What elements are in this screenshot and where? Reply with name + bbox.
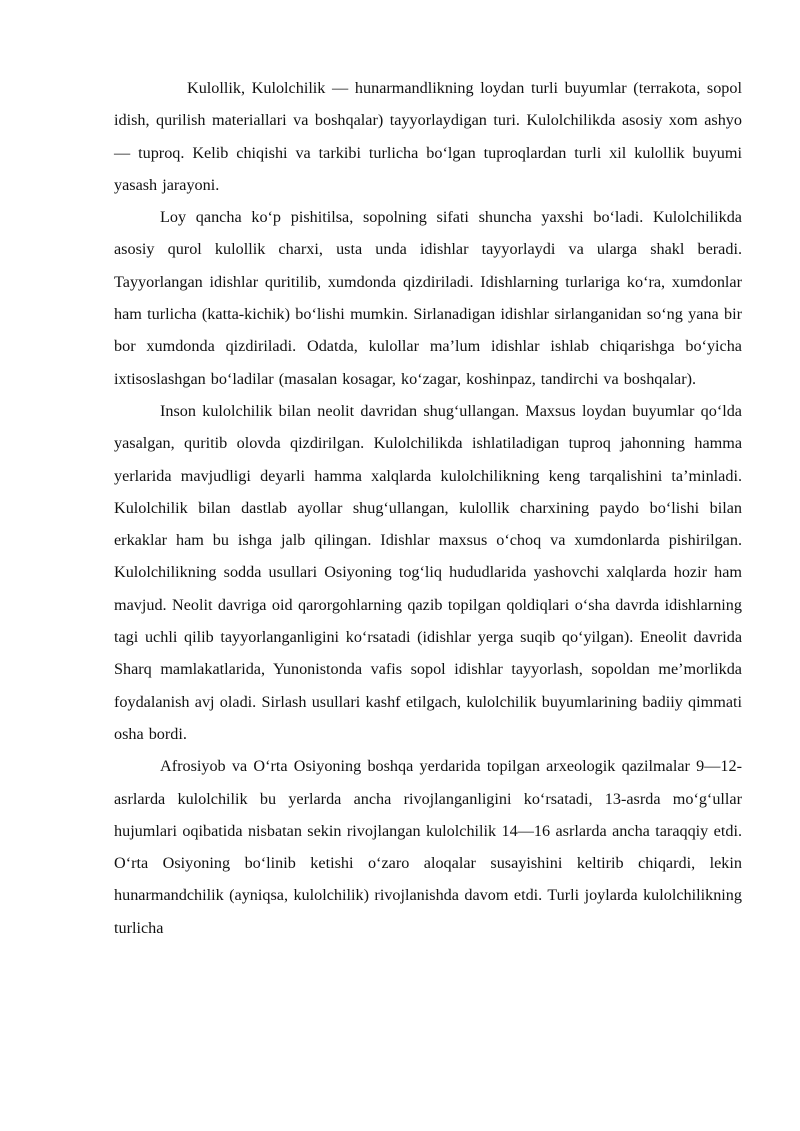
document-body: [114, 72, 742, 944]
paragraph-process: Loy qancha ko‘p pishitilsa, sopolning sifati shuncha yaxshi bo‘ladi. Kulolchilikda asosiy qurol kulollik charxi, usta unda idishlar tayyorlaydi va ularga shakl beradi. Tayyorlangan idishlar quritilib, xumdonda qizdiriladi. Idishlarning turlariga ko‘ra, xumdonlar ham turlicha (katta-kichik) bo‘lishi mumkin. Sirlanadigan idishlar sirlanganidan so‘ng yana bir bor xumdonda qizdiriladi. Odatda, kulollar ma’lum idishlar ishlab chiqarishga bo‘yicha ixtisoslashgan bo‘ladilar (masalan kosagar, ko‘zagar, koshinpaz, tandirchi va boshqalar).: [114, 208, 742, 388]
paragraph-central-asia: Afrosiyob va O‘rta Osiyoning boshqa yerdarida topilgan arxeologik qazilmalar 9—12-asrlarda kulolchilik bu yerlarda ancha rivojlanganligini ko‘rsatadi, 13-asrda mo‘g‘ullar hujumlari oqibatida nisbatan sekin rivojlangan kulolchilik 14—16 asrlarda ancha taraqqiy etdi. O‘rta Osiyoning bo‘linib ketishi o‘zaro aloqalar susayishini keltirib chiqardi, lekin hunarmandchilik (ayniqsa, kulolchilik) rivojlanishda davom etdi. Turli joylarda kulolchilikning turlicha: [114, 757, 742, 937]
paragraph-history: Inson kulolchilik bilan neolit davridan shug‘ullangan. Maxsus loydan buyumlar qo‘lda yasalgan, quritib olovda qizdirilgan. Kulolchilikda ishlatiladigan tuproq jahonning hamma yerlarida mavjudligi deyarli hamma xalqlarda kulolchilikning keng tarqalishini ta’minladi. Kulolchilik bilan dastlab ayollar shug‘ullangan, kulollik charxining paydo bo‘lishi bilan erkaklar ham bu ishga jalb qilingan. Idishlar maxsus o‘choq va xumdonlarda pishirilgan. Kulolchilikning sodda usullari Osiyoning tog‘liq hududlarida yashovchi xalqlarda hozir ham mavjud. Neolit davriga oid qarorgohlarning qazib topilgan qoldiqlari o‘sha davrda idishlarning tagi uchli qilib tayyorlanganligini ko‘rsatadi (idishlar yerga suqib qo‘yilgan). Eneolit davrida Sharq mamlakatlarida, Yunonistonda vafis sopol idishlar tayyorlash, sopoldan me’morlikda foydalanish avj oladi. Sirlash usullari kashf etilgach, kulolchilik buyumlarining badiiy qimmati osha bordi.: [114, 401, 742, 743]
paragraph-intro: Kulollik, Kulolchilik — hunarmandlikning loydan turli buyumlar (terrakota, sopol idish, qurilish materiallari va boshqalar) tayyorlaydigan turi. Kulolchilikda asosiy xom ashyo — tuproq. Kelib chiqishi va tarkibi turlicha bo‘lgan tuproqlardan turli xil kulollik buyumi yasash jarayoni.: [114, 79, 742, 194]
